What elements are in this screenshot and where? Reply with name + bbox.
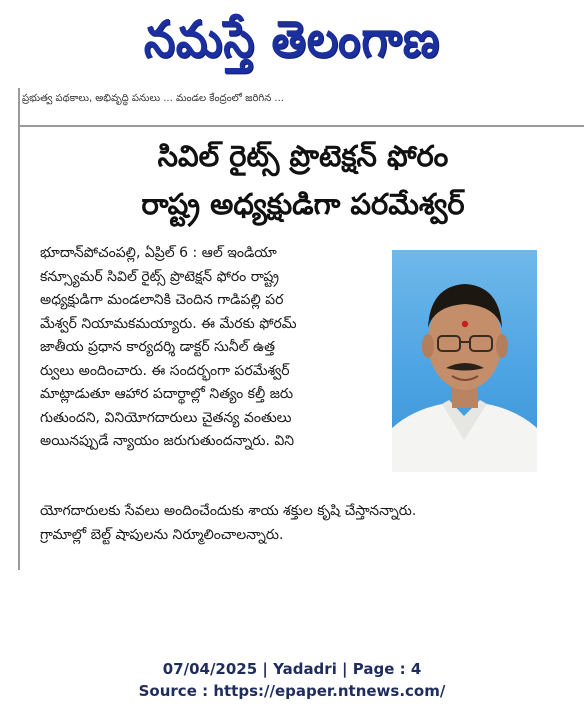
article-line: యోగదారులకు సేవలు అందించేందుకు శాయ శక్తుల కృషి చేస్తానన్నారు. <box>40 503 417 519</box>
article-line: గుతుందని, వినియోగదారులు చైతన్య వంతులు <box>40 409 292 426</box>
article-line: అయినప్పుడే న్యాయం జరుగుతుందన్నారు. విని <box>40 433 295 449</box>
edition-info: 07/04/2025 | Yadadri | Page : 4 <box>162 660 422 678</box>
article-line: భూదాన్‌పోచంపల్లి, ఏప్రిల్ 6 : ఆల్ ఇండియా <box>40 245 277 261</box>
article-headline <box>22 132 584 228</box>
headline-line-2: రాష్ట్ర అధ్యక్షుడిగా పరమేశ్వర్ <box>141 187 465 221</box>
article-line: మాట్లాడుతూ ఆహార పదార్థాల్లో నిత్యం కల్తీ జరు <box>40 386 294 402</box>
cut-off-text-line: ప్రభుత్వ పథకాలు, అభివృద్ధి పనులు ... మండల కేంద్రంలో జరిగిన ... <box>22 93 284 104</box>
article-body-continued <box>40 500 560 547</box>
masthead <box>0 0 584 92</box>
article-line: మేశ్వర్ నియామకమయ్యారు. ఈ మేరకు ఫోరమ్ <box>40 315 297 332</box>
portrait-illustration <box>392 250 537 472</box>
top-column-rule <box>20 125 584 127</box>
headline-line-1: సివిల్ రైట్స్ ప్రొటెక్షన్ ఫోరం <box>157 139 449 173</box>
article-line: గ్రామాల్లో బెల్ట్ షాపులను నిర్మూలించాలన్నారు. <box>40 526 284 543</box>
portrait-photo <box>392 250 537 472</box>
article-line: అధ్యక్షుడిగా మండలానికి చెందిన గాడిపల్లి పర <box>40 292 284 308</box>
source-url: Source : https://epaper.ntnews.com/ <box>138 682 446 700</box>
article-line: ర్వులు అందించారు. ఈ సందర్భంగా పరమేశ్వర్ <box>40 362 290 379</box>
page-footer <box>0 658 584 702</box>
newspaper-logo: నమస్తే తెలంగాణ <box>143 10 441 69</box>
left-column-rule <box>18 88 20 570</box>
article-body <box>40 242 380 454</box>
article-line: జాతీయ ప్రధాన కార్యదర్శి డాక్టర్ సునీల్ ఉత్త <box>40 339 276 355</box>
article-line: కన్స్యూమర్ సివిల్ రైట్స్ ప్రొటెక్షన్ ఫోరం రాష్ట్ర <box>40 268 280 285</box>
